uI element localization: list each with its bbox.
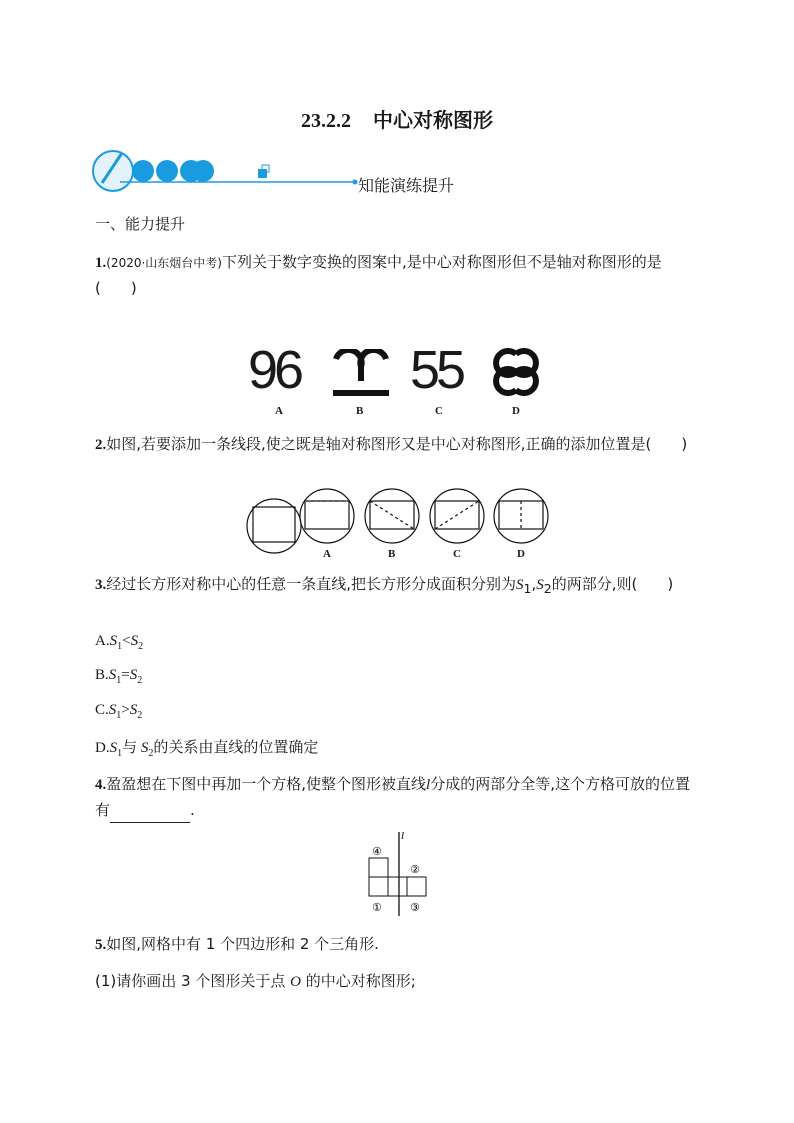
option-b: $B.S_1=S_2$ (95, 667, 143, 686)
question-number: 1. (95, 255, 107, 271)
question-2 (95, 432, 700, 458)
question-text-2: 分成的两部分全等,这个方格可放的位置有 (95, 775, 690, 819)
question-4: 4.盈盈想在下图中再加一个方格,使整个图形被直线l分成的两部分全等,这个方格可放的位置有 . (95, 772, 700, 823)
label-b: B (356, 405, 364, 417)
option-a: $A.S_1<S_2$ (95, 633, 144, 652)
question-number: 3. (95, 577, 107, 593)
question-text: 如图,网格中有 1 个四边形和 2 个三角形. (106, 935, 379, 953)
q4-grid-figure (360, 828, 440, 920)
var-s: S (516, 577, 524, 593)
mark-3: ③ (410, 901, 420, 914)
line-label-l: l (401, 830, 405, 842)
var-s: S (536, 577, 544, 593)
answer-blank[interactable] (110, 806, 190, 823)
question-text: 下列关于数字变换的图案中,是中心对称图形但不是轴对称图形的是( ) (95, 253, 662, 297)
figure-a-digits: 96 (248, 340, 301, 400)
q2-label-b: B (388, 548, 396, 560)
mark-4: ④ (372, 845, 382, 858)
q2-label-c: C (453, 548, 461, 560)
sub-text: (1)请你画出 3 个图形关于点 (95, 972, 286, 990)
figure-b-symbol (330, 349, 392, 399)
question-number: 5. (95, 937, 107, 953)
var-o: O (290, 974, 301, 990)
question-text-2: 的两部分,则( ) (551, 575, 674, 593)
question-5 (95, 932, 700, 958)
q2-label-a: A (323, 548, 331, 560)
title-number: 23.2.2 (301, 110, 351, 132)
label-a: A (275, 405, 283, 417)
option-d: $D.S_1$与 $S_2$的关系由直线的位置确定 (95, 740, 319, 759)
question-text: 经过长方形对称中心的任意一条直线,把长方形分成面积分别为 (106, 575, 517, 593)
question-3: 3.经过长方形对称中心的任意一条直线,把长方形分成面积分别为$S_1,S_2$的两部分,则( ) (95, 575, 674, 596)
question-text: 盈盈想在下图中再加一个方格,使整个图形被直线 (106, 775, 427, 793)
figure-d-symbol (486, 346, 548, 398)
section-heading: 一、能力提升 (95, 215, 186, 233)
option-c: $C.S_1>S_2$ (95, 702, 143, 721)
question-1 (95, 250, 700, 301)
mark-1: ① (372, 901, 382, 914)
question-number: 2. (95, 437, 107, 453)
question-text: 如图,若要添加一条线段,使之既是轴对称图形又是中心对称图形,正确的添加位置是( ) (106, 435, 688, 453)
sub-text-2: 的中心对称图形; (305, 972, 416, 990)
question-5-part-1 (95, 969, 700, 995)
title-text: 中心对称图形 (373, 108, 493, 132)
pen-badge-icon (93, 151, 133, 191)
q2-figures (240, 488, 560, 568)
label-d: D (512, 405, 520, 417)
figure-c-digits: 55 (410, 340, 463, 400)
question-source: (2020·山东烟台中考) (106, 256, 222, 270)
var-l: l (426, 777, 431, 793)
mark-2: ② (410, 863, 420, 876)
question-number: 4. (95, 777, 107, 793)
page-title (0, 104, 794, 133)
label-c: C (435, 405, 443, 417)
q2-label-d: D (517, 548, 525, 560)
banner-label: 知能演练提升 (358, 176, 455, 195)
